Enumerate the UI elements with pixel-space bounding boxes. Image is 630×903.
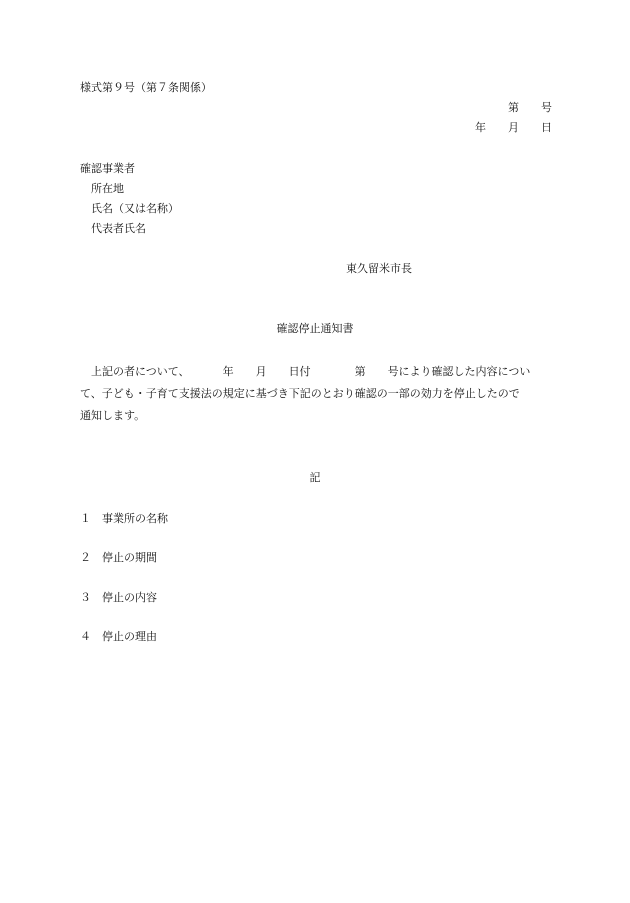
body-line1-month: 月 (255, 365, 267, 378)
item-label: 事業所の名称 (102, 512, 168, 525)
item-number: １ (80, 512, 91, 525)
item-number: ３ (80, 591, 91, 604)
body-line1-a: 上記の者について、 (91, 365, 190, 378)
body-line1-year: 年 (222, 365, 234, 378)
body-line-2: て、子ども・子育て支援法の規定に基づき下記のとおり確認の一部の効力を停止したので (80, 387, 520, 400)
document-date (475, 121, 552, 135)
body-line1-b: 号により確認した内容につい (387, 365, 531, 378)
item-label: 停止の理由 (102, 630, 157, 643)
number-prefix: 第 (508, 101, 519, 114)
date-month: 月 (508, 121, 519, 134)
list-item (80, 630, 157, 644)
item-number: ２ (80, 551, 91, 564)
list-item (80, 551, 157, 565)
number-suffix: 号 (541, 101, 552, 114)
date-year: 年 (475, 121, 486, 134)
issuer: 東久留米市長 (346, 262, 412, 275)
list-item (80, 591, 157, 605)
addressee-representative: 代表者氏名 (91, 222, 146, 235)
document-title: 確認停止通知書 (276, 322, 354, 335)
addressee-heading: 確認事業者 (80, 162, 135, 175)
body-line-1 (80, 361, 552, 383)
ki-heading: 記 (309, 471, 321, 484)
body-line1-day: 日付 (288, 365, 311, 378)
document-number (508, 101, 552, 115)
body-paragraph (80, 361, 552, 427)
item-label: 停止の内容 (102, 591, 157, 604)
item-number: ４ (80, 630, 91, 643)
addressee-location: 所在地 (91, 182, 124, 195)
form-number: 様式第９号（第７条関係） (80, 81, 212, 94)
body-line-3: 通知します。 (80, 409, 146, 422)
addressee-name: 氏名（又は名称） (91, 202, 179, 215)
list-item (80, 512, 168, 526)
item-label: 停止の期間 (102, 551, 157, 564)
body-line1-dai: 第 (354, 365, 366, 378)
date-day: 日 (541, 121, 552, 134)
